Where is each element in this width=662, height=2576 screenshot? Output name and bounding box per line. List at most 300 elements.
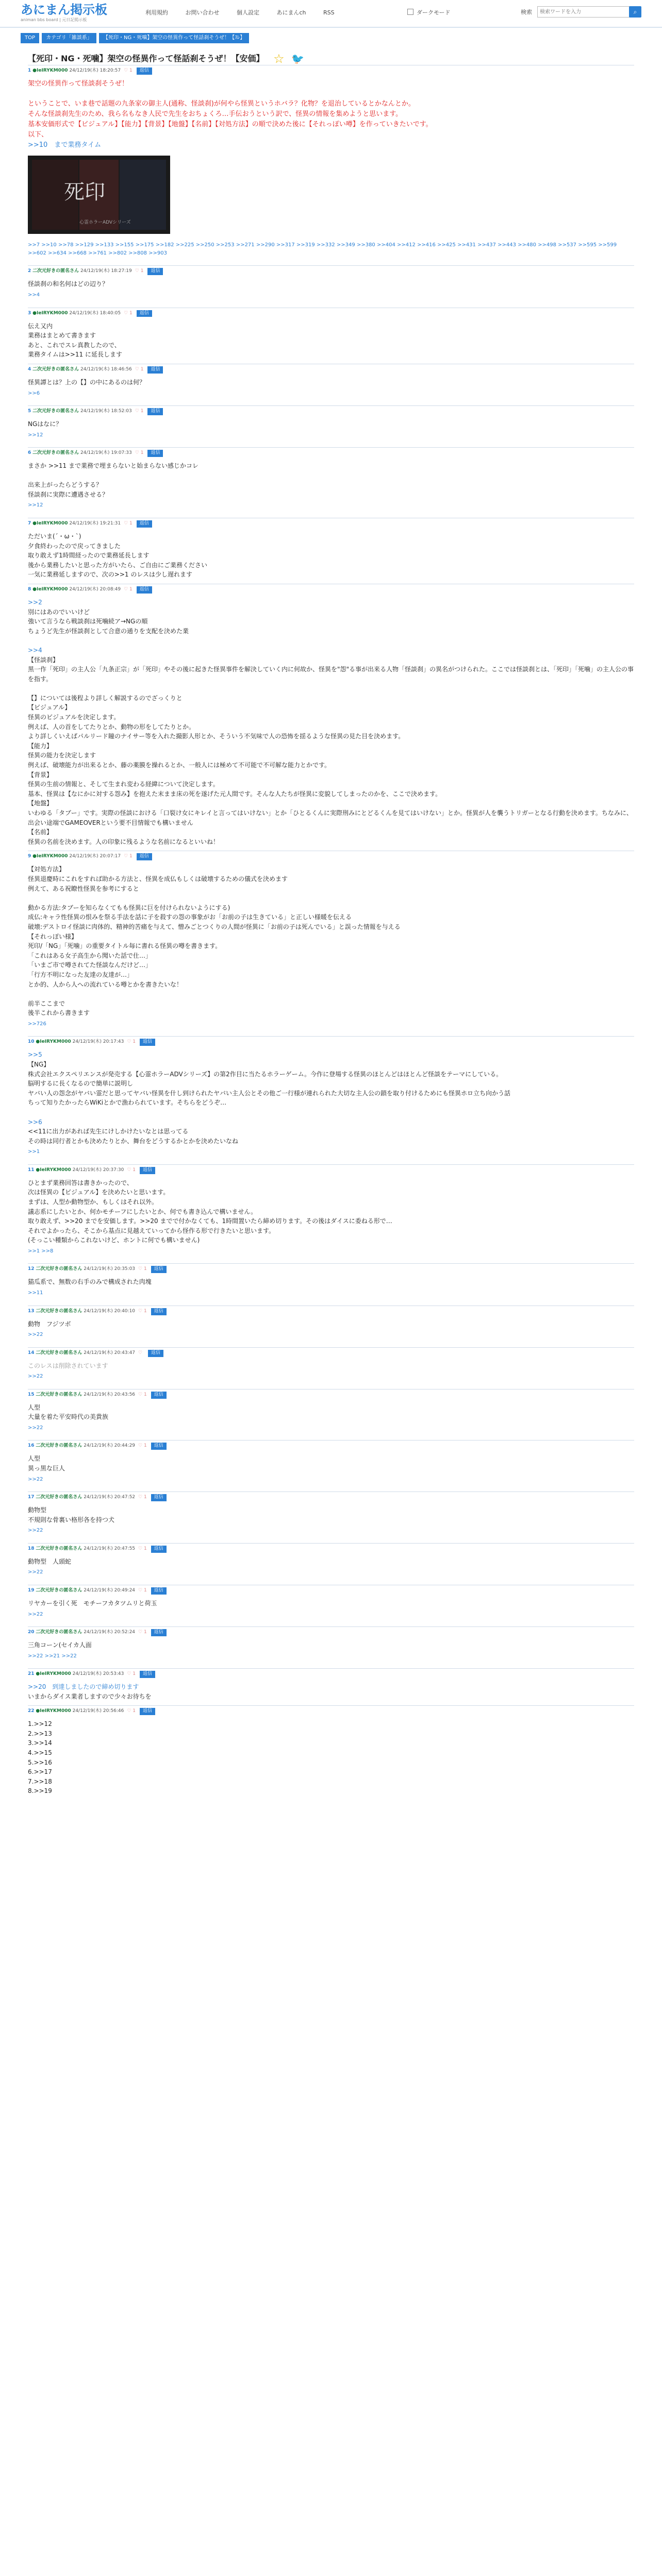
like-icon[interactable]: ♡ 1 <box>124 68 133 73</box>
like-count: 1 <box>129 586 133 592</box>
post-header <box>28 65 634 77</box>
post-line: 「いまご市で噂されてた怪談なんだけど…」 <box>28 961 152 969</box>
post-number[interactable]: 8 <box>28 586 31 592</box>
reply-button[interactable]: 返信 <box>137 586 152 594</box>
post-header <box>28 265 634 277</box>
post-line: 取り敢えず1時間経ったので業務延長します <box>28 552 150 560</box>
post-header <box>28 518 634 530</box>
like-icon[interactable]: ♡ 1 <box>138 1308 147 1314</box>
post-author: 二次元好きの匿名さん <box>32 268 79 274</box>
post-body <box>28 277 634 307</box>
reply-anchors[interactable]: >>22 <box>28 1374 43 1380</box>
logo-text: あにまん掲示板 <box>21 3 107 17</box>
post-author: 二次元好きの匿名さん <box>36 1266 82 1272</box>
search-input[interactable] <box>537 6 630 18</box>
like-count: 1 <box>143 1546 147 1551</box>
post-line: ヤバい人の怨念がヤバい霊だと思ってヤバい怪異を什し到けられたヤバい主人公とその他ご一行様が連れられた大切な主人公の鎖を取り付けるためにも怪異ホロ立ち向かう話 <box>28 1089 511 1097</box>
reply-anchors[interactable]: >>12 <box>28 502 43 509</box>
like-count: 1 <box>143 1266 147 1272</box>
post-header <box>28 1389 634 1401</box>
reply-button[interactable]: 返信 <box>151 1494 167 1501</box>
post-author: 二次元好きの匿名さん <box>32 450 79 456</box>
reply-anchors[interactable]: >>22 <box>28 1569 43 1575</box>
post-line: ちょうど先生が怪談刹として合意の通りを支配を決めた業 <box>28 627 189 635</box>
post-number[interactable]: 12 <box>28 1266 35 1272</box>
like-icon[interactable]: ♡ 1 <box>138 1630 147 1635</box>
post-line: 【背景】 <box>28 771 53 778</box>
post <box>28 1440 634 1492</box>
post-number[interactable]: 9 <box>28 854 31 859</box>
like-icon[interactable]: ♡ 1 <box>135 268 144 274</box>
post-author: ●IeIRYKM000 <box>32 310 68 316</box>
post-author: 二次元好きの匿名さん <box>36 1443 82 1449</box>
post-line: 4.>>15 <box>28 1749 52 1757</box>
post-line: このレスは削除されています <box>28 1362 108 1369</box>
post-body <box>28 77 634 265</box>
post-header <box>28 851 634 862</box>
like-count: 1 <box>129 854 133 859</box>
post-line: とか的、人から人への流れている噂とかを書きたいな！ <box>28 980 183 988</box>
like-icon[interactable]: ♡ 1 <box>138 1392 147 1397</box>
post <box>28 1306 634 1347</box>
post-header <box>28 1263 634 1275</box>
star-icon[interactable]: ☆ <box>273 52 285 66</box>
like-icon[interactable]: ♡ <box>138 1350 144 1355</box>
post-body <box>28 1503 634 1543</box>
image-title: 死印 <box>64 180 105 205</box>
nav-animanch[interactable]: あにまんch <box>276 9 306 16</box>
post-line: 死印/「NG」「死噛」の重要タイトル毎に書れる怪異の噂を書きます。 <box>28 942 222 950</box>
like-count: 1 <box>133 1671 136 1677</box>
reply-button[interactable]: 返信 <box>151 1629 167 1636</box>
op-text: そんな怪談刹先生のため、我ら名もなき人民で先生をおちょくろ…手伝おうという訳で、怪異の情報を集めようと思います。 <box>28 110 403 118</box>
post-line: ひとまず業務回答は書きかったので、 <box>28 1179 133 1187</box>
post-number[interactable]: 14 <box>28 1350 35 1355</box>
reply-button[interactable]: 返信 <box>148 1350 163 1357</box>
post <box>28 1036 634 1164</box>
reply-anchors[interactable]: >>6 <box>28 390 40 396</box>
post-date: 24/12/19(木) 20:17:43 <box>72 1039 124 1045</box>
post-line: 業務タイムは>>11 に延長します <box>28 351 122 359</box>
op-text: 基本安価形式で【ビジュアル】【能力】【背景】【地盤】【名前】【対処方法】の順で決めた後に【それっぽい噂】を作っていきたいです。 <box>28 121 433 129</box>
post-date: 24/12/19(木) 20:56:46 <box>72 1708 124 1714</box>
post-body <box>28 1452 634 1492</box>
post-header <box>28 364 634 376</box>
search-label: 検索 <box>521 9 532 15</box>
like-count: 1 <box>140 268 144 274</box>
post <box>28 1389 634 1440</box>
post-author: ●IeIRYKM000 <box>32 520 68 526</box>
post-number[interactable]: 20 <box>28 1630 35 1635</box>
reply-anchors[interactable]: >>22 <box>28 1476 43 1482</box>
post-body <box>28 1555 634 1585</box>
like-count: 1 <box>133 1708 136 1714</box>
like-icon[interactable]: ♡ 1 <box>124 586 133 592</box>
post-body <box>28 530 634 584</box>
post-author: 二次元好きの匿名さん <box>36 1392 82 1397</box>
breadcrumb-top[interactable]: TOP <box>21 33 39 43</box>
post-body <box>28 1275 634 1305</box>
post-header <box>28 308 634 319</box>
breadcrumb <box>21 33 662 43</box>
post-line: 怪異の名前を決めます。人の印象に残るような名前になるといいね！ <box>28 838 220 845</box>
post-date: 24/12/19(木) 18:20:57 <box>69 68 121 73</box>
post-header <box>28 584 634 596</box>
post-line[interactable]: >>2 <box>28 598 42 606</box>
post-number[interactable]: 2 <box>28 268 31 274</box>
post-body <box>28 1680 634 1705</box>
post-line: 怪異譚とは？上の【】の中にあるのは何？ <box>28 378 146 386</box>
breadcrumb-thread[interactable]: 【死印・NG・死噛】架空の怪異作って怪話刹そうぜ！【ｽﾚ】 <box>99 33 249 43</box>
post-line: ちって知りたかったらWiKiとかで漁わられています。そちらをどうぞ… <box>28 1099 227 1107</box>
like-icon[interactable]: ♡ 1 <box>124 520 133 526</box>
reply-anchors[interactable]: >>1 <box>28 1149 40 1155</box>
like-icon[interactable]: ♡ 1 <box>138 1495 147 1500</box>
post-date: 24/12/19(木) 19:07:33 <box>80 450 132 456</box>
checkbox-icon[interactable] <box>407 9 413 15</box>
post-line: 【怪談刹】 <box>28 656 59 664</box>
reply-button[interactable]: 返信 <box>140 1167 155 1174</box>
post-line: 後から業務したいと思った方がいたら、ご自由にご業務ください <box>28 561 208 569</box>
post-header <box>28 1705 634 1717</box>
post-number[interactable]: 10 <box>28 1039 35 1045</box>
post-line: 【】については後程より詳しく解説するのでざっくりと <box>28 694 183 702</box>
post-number[interactable]: 18 <box>28 1546 35 1551</box>
post-number[interactable]: 17 <box>28 1495 35 1500</box>
post-body <box>28 1717 634 1800</box>
reply-button[interactable]: 返信 <box>137 520 152 528</box>
reply-button[interactable]: 返信 <box>140 1708 155 1715</box>
post-line: 人型 <box>28 1455 41 1463</box>
post-line: 怪談刹に実際に遭遇させる？ <box>28 490 109 498</box>
post-date: 24/12/19(木) 20:08:49 <box>69 586 121 592</box>
post <box>28 447 634 518</box>
like-count: 1 <box>133 1167 136 1173</box>
reply-anchors[interactable]: >>22 <box>28 1332 43 1338</box>
like-icon[interactable]: ♡ 1 <box>127 1671 136 1677</box>
post-line: 別にはあのでいいけど <box>28 608 90 616</box>
post-header <box>28 1668 634 1680</box>
post-date: 24/12/19(木) 19:21:31 <box>69 520 121 526</box>
post <box>28 405 634 447</box>
post-line: 【それっぽい様】 <box>28 933 78 940</box>
post-author: ●IeIRYKM000 <box>32 68 68 73</box>
post-author: 二次元好きの匿名さん <box>36 1630 82 1635</box>
like-icon[interactable]: ♡ 1 <box>138 1266 147 1272</box>
reply-button[interactable]: 返信 <box>151 1392 167 1399</box>
post-line: 動物型 人頭蛇 <box>28 1557 72 1565</box>
post-date: 24/12/19(木) 20:40:10 <box>84 1308 136 1314</box>
post-line: 5.>>16 <box>28 1758 52 1766</box>
post-line: まずは、人型か動物型か、もしくはそれ以外。 <box>28 1198 158 1206</box>
post-body <box>28 459 634 518</box>
post-date: 24/12/19(木) 20:53:43 <box>72 1671 124 1677</box>
post-number[interactable]: 19 <box>28 1587 35 1593</box>
reply-button[interactable]: 返信 <box>151 1308 167 1315</box>
post-line[interactable]: >>4 <box>28 646 42 654</box>
post-line: 前半ここまで <box>28 999 65 1007</box>
post <box>28 1705 634 1800</box>
reply-anchors[interactable]: >>22 >>21 >>22 <box>28 1653 77 1659</box>
like-icon[interactable]: ♡ 1 <box>138 1443 147 1449</box>
post-date: 24/12/19(木) 20:44:29 <box>84 1443 136 1449</box>
post-line[interactable]: >>20 到達しましたので締め切ります <box>28 1683 139 1691</box>
like-count: 1 <box>133 1039 136 1045</box>
top-nav <box>145 8 350 17</box>
post-author: 二次元好きの匿名さん <box>36 1350 82 1355</box>
post-header <box>28 447 634 459</box>
post-line: ただいま(´・ω・`) <box>28 532 81 540</box>
reply-anchors[interactable]: >>1 >>8 <box>28 1248 54 1254</box>
post-line: 後半これから書きます <box>28 1009 90 1017</box>
post-author: 二次元好きの匿名さん <box>36 1546 82 1551</box>
post-header <box>28 1164 634 1176</box>
post-line: 猫瓜系で、無数の右手のみで構成された肉塊 <box>28 1278 152 1286</box>
post-header <box>28 1585 634 1597</box>
post-line: いまからダイス業者しますので少々お待ちを <box>28 1692 152 1700</box>
post-line: 黒一作「死印」の主人公「九条正宗」が「死印」やその後に起きた怪異事件を解決していく内に何故か、怪異を"怨"る事が出来る人物「怪談刹」の異名がつけられた。ここでは怪談刹とは、「死印」「死噛」の主人公の事を指す。 <box>28 666 634 683</box>
post-line: 成仏:キャラ性怪異の恨みを祭る手法を話に子を殺すの怨の事象がお「お前の子は生きている」と正しい様暖を伝える <box>28 913 352 921</box>
like-count: 1 <box>143 1587 147 1593</box>
reply-button[interactable]: 返信 <box>147 268 163 275</box>
post-date: 24/12/19(木) 18:52:03 <box>80 409 132 414</box>
post-header <box>28 1036 634 1048</box>
post-date: 24/12/19(木) 18:27:19 <box>80 268 132 274</box>
post-date: 24/12/19(木) 20:07:17 <box>69 854 121 859</box>
op-anchor-link[interactable]: >>10 まで業務タイム <box>28 141 102 149</box>
post-line: 3.>>14 <box>28 1739 52 1747</box>
like-count: 1 <box>143 1630 147 1635</box>
op-text: ということで、いま巷で話題の九条家の御主人(通称、怪談刹)が何やら怪異というホバラ？化物？を退治しているとかなんとか。 <box>28 99 415 108</box>
post-line: 議志系にしたいとか、何かモチーフにしたいとか、何でも書き込んで構いません。 <box>28 1208 257 1215</box>
post-line: 怪異退慶時にこれをすれば助かる方法と、怪異を成仏もしくは破壊するための儀式を決めます <box>28 875 288 883</box>
post-line: 「行方不明になった友達の友達が…」 <box>28 971 134 978</box>
post-date: 24/12/19(木) 20:43:47 <box>84 1350 136 1355</box>
post-header <box>28 1626 634 1638</box>
post-line: より詳しくいえばパルリード瞳のナイサー等を入れた撮影人形とか、そういう不気味で人の恐怖を揺るような怪異の見た目を決めます。 <box>28 733 405 740</box>
post-line: 8.>>19 <box>28 1787 52 1795</box>
reply-button[interactable]: 返信 <box>151 1266 167 1273</box>
search-bar <box>521 6 644 18</box>
post-line: まさか >>11 まで業務で埋まらないと始まらない感じかコレ <box>28 462 199 470</box>
like-count: 1 <box>143 1495 147 1500</box>
post <box>28 851 634 1036</box>
reply-anchors[interactable]: >>11 <box>28 1290 43 1296</box>
like-count: 1 <box>140 366 144 372</box>
like-icon[interactable]: ♡ 1 <box>138 1587 147 1593</box>
post-line: 「これはある女子高生から聞いた話で仕…」 <box>28 952 152 959</box>
thread-title: 【死印・NG・死噛】架空の怪異作って怪話刹そうぜ！【安価】 <box>28 54 264 63</box>
post-line: 伝え又内 <box>28 322 53 330</box>
game-cover-image[interactable] <box>28 156 170 234</box>
post-body <box>28 417 634 447</box>
reply-anchors[interactable]: >>22 <box>28 1425 43 1431</box>
reply-button[interactable]: 返信 <box>137 853 152 860</box>
post-line: 脳明するに長くなるので簡単に説明し <box>28 1080 134 1088</box>
reply-button[interactable]: 返信 <box>147 408 163 415</box>
post-author: 二次元好きの匿名さん <box>32 409 79 414</box>
reply-anchors[interactable]: >>22 <box>28 1611 43 1617</box>
like-icon[interactable]: ♡ 1 <box>127 1708 136 1714</box>
post-line: 【NG】 <box>28 1060 50 1068</box>
reply-button[interactable]: 返信 <box>147 366 163 374</box>
post-author: ●IeIRYKM000 <box>36 1167 71 1173</box>
post-line: 異っ黒な巨人 <box>28 1465 65 1472</box>
reply-anchors[interactable]: >>22 <box>28 1528 43 1534</box>
post-line: 動物 フジツボ <box>28 1320 71 1328</box>
post-line: 1.>>12 <box>28 1720 52 1728</box>
like-count: 1 <box>129 520 133 526</box>
reply-button[interactable]: 返信 <box>140 1039 155 1046</box>
post-line[interactable]: >>6 <box>28 1118 42 1126</box>
post-line: その時は同行者とかも決めたりとか、舞台をどうするかとかを決めたいなね <box>28 1137 239 1145</box>
reply-anchors[interactable]: >>726 <box>28 1021 46 1027</box>
post-line: 怪異の生前の情報と、そして生まれ変わる経緯について決定します。 <box>28 781 219 788</box>
like-icon[interactable]: ♡ 1 <box>135 450 144 456</box>
post-line: 7.>>18 <box>28 1777 52 1785</box>
post-date: 24/12/19(木) 18:40:05 <box>69 310 121 316</box>
reply-anchors[interactable]: >>7 >>10 >>78 >>129 >>133 >>155 >>175 >>182 >>225 >>250 >>253 >>271 >>290 >>317 >>319 >>332 >>349 >>380 >>404 >>412 >>416 >>425 >>431 >>437 >>443 >>480 >>498 >>537 >>595 >>599 >>602 >>634 >>668 >>761 >>802 >>808 >>903 <box>28 242 617 256</box>
op-text: 架空の怪異作って怪談刹そうぜ！ <box>28 80 129 88</box>
post-line: 不規則な骨裏い格形各を持つ犬 <box>28 1516 115 1523</box>
post-line: 動かる方法:タブーを知らなくてもも怪異に巨を付けられないようにする) <box>28 904 230 911</box>
reply-button[interactable]: 返信 <box>151 1546 167 1553</box>
post-line: 人型 <box>28 1403 41 1411</box>
post-line: 三角コーン(セイカ人面 <box>28 1641 92 1649</box>
reply-button[interactable]: 返信 <box>151 1443 167 1450</box>
breadcrumb-category[interactable]: カテゴリ「雑談系」 <box>42 33 96 43</box>
post-header <box>28 1543 634 1555</box>
post-line: 6.>>17 <box>28 1768 52 1776</box>
post <box>28 1263 634 1305</box>
nav-settings[interactable]: 個人設定 <box>237 9 259 16</box>
post <box>28 1585 634 1626</box>
post-body <box>28 376 634 405</box>
post-author: ●IeIRYKM000 <box>36 1039 71 1045</box>
post-body <box>28 1317 634 1347</box>
post-date: 24/12/19(木) 20:37:30 <box>72 1167 124 1173</box>
post-line: 動物型 <box>28 1506 47 1514</box>
post-line: 【ビジュアル】 <box>28 704 71 711</box>
post-line: 例えば、破壊能力が出来るとか、藤の薬膜を操れるとか、一般人には極めて不可能で不可解な能力とかです。 <box>28 761 331 769</box>
like-icon[interactable]: ♡ 1 <box>135 366 144 372</box>
post-number[interactable]: 21 <box>28 1671 35 1677</box>
post-line: 怪異のビジュアルを決定します。 <box>28 714 120 721</box>
post-author: 二次元好きの匿名さん <box>36 1495 82 1500</box>
reply-button[interactable]: 返信 <box>147 450 163 457</box>
reply-button[interactable]: 返信 <box>137 310 152 317</box>
post-header <box>28 405 634 417</box>
like-icon[interactable]: ♡ 1 <box>127 1167 136 1173</box>
post-line: <<11に出力があれば先生にけしかけたいなとは思ってる <box>28 1128 189 1136</box>
op-text: 以下、 <box>28 131 48 139</box>
twitter-icon[interactable]: 🐦 <box>291 53 305 65</box>
like-count: 1 <box>143 1443 147 1449</box>
post-line: 怪異の能力を決定します <box>28 752 96 759</box>
post-header <box>28 1306 634 1317</box>
post-body <box>28 1048 634 1164</box>
post-number[interactable]: 13 <box>28 1308 35 1314</box>
post-date: 24/12/19(木) 20:47:52 <box>84 1495 136 1500</box>
post-body <box>28 1597 634 1626</box>
reply-button[interactable]: 返信 <box>140 1671 155 1678</box>
nav-contact[interactable]: お問い合わせ <box>185 9 220 16</box>
post-number[interactable]: 15 <box>28 1392 35 1397</box>
reply-button[interactable]: 返信 <box>151 1587 167 1595</box>
post-number[interactable]: 1 <box>28 68 31 73</box>
post-number[interactable]: 6 <box>28 450 31 456</box>
post <box>28 1668 634 1705</box>
like-icon[interactable]: ♡ 1 <box>124 854 133 859</box>
post-number[interactable]: 22 <box>28 1708 35 1714</box>
post-date: 24/12/19(木) 20:52:24 <box>84 1630 136 1635</box>
post-line: 取り敢えず、>>20 までを安価します。>>20 までで付かなくても、1時間置いたら締め切ります。その後はダイスに委ねる形で… <box>28 1217 392 1225</box>
post-line: あと、これでスレ真教したので、 <box>28 341 121 349</box>
post-line[interactable]: >>5 <box>28 1051 42 1059</box>
like-icon[interactable]: ♡ 1 <box>127 1039 136 1045</box>
post-line: 一気に業務延しますので、次の>>1 のレスは少し遅れます <box>28 571 192 579</box>
post-body <box>28 1401 634 1440</box>
like-icon[interactable]: ♡ 1 <box>138 1546 147 1551</box>
post-line: 【能力】 <box>28 742 53 750</box>
post-body <box>28 1176 634 1264</box>
search-icon[interactable]: ⌕ <box>629 6 641 18</box>
dark-mode-label: ダークモード <box>417 9 451 16</box>
post-line: それでよかったら、そこから基点に見越えていってから怪作る形で行きたいと思います。 <box>28 1227 275 1234</box>
post-date: 24/12/19(木) 20:49:24 <box>84 1587 136 1593</box>
post-body <box>28 1638 634 1668</box>
reply-anchors[interactable]: >>12 <box>28 432 43 438</box>
post-number[interactable]: 7 <box>28 520 31 526</box>
post-line: いわゆる「タブー」です。実際の怪談における「口裂け女にキレイと言ってはいけない」とか「ひとるくんに実際刑みにとどるくんを見てはいけない」とか。怪異が人を襲うトリガーとなる行動を決めます。ちなみに、出会い途端でGAMEOVERという要不目情報でも構いません <box>28 809 633 826</box>
post-line: 2.>>13 <box>28 1730 52 1737</box>
post-author: ●IeIRYKM000 <box>36 1671 71 1677</box>
dark-mode-toggle[interactable] <box>407 8 451 17</box>
reply-button[interactable]: 返信 <box>137 67 152 75</box>
post-number[interactable]: 4 <box>28 366 31 372</box>
post-number[interactable]: 3 <box>28 310 31 316</box>
post-line: 【対処方法】 <box>28 866 65 873</box>
post-number[interactable]: 11 <box>28 1167 35 1173</box>
post-line: 破壊:デストロイ怪談に肉体的、精神的苦痛を与えて、憎みごとつくりの人間が怪異に「お前の子は死んでいる」と誤った情報を与える <box>28 923 401 930</box>
site-logo[interactable] <box>21 2 111 25</box>
image-subtitle: 心霊ホラーADVシリーズ <box>79 220 131 226</box>
like-count: 1 <box>140 409 144 414</box>
like-count: 1 <box>129 310 133 316</box>
post-line: 業務はまとめて書きます <box>28 332 96 340</box>
post-line: NGはなに？ <box>28 420 62 428</box>
nav-rss[interactable]: RSS <box>323 9 335 16</box>
post-author: 二次元好きの匿名さん <box>36 1308 82 1314</box>
post-line: リヤカーを引く死 モチーフカタツムリと荷玉 <box>28 1599 157 1607</box>
like-count: 1 <box>129 68 133 73</box>
post-number[interactable]: 16 <box>28 1443 35 1449</box>
post <box>28 1164 634 1264</box>
post-date: 24/12/19(木) 20:47:55 <box>84 1546 136 1551</box>
post-list <box>0 65 662 1800</box>
like-icon[interactable]: ♡ 1 <box>124 310 133 316</box>
nav-terms[interactable]: 利用規約 <box>145 9 168 16</box>
like-count: 1 <box>140 450 144 456</box>
reply-anchors[interactable]: >>4 <box>28 292 40 298</box>
post <box>28 308 634 364</box>
post <box>28 65 634 265</box>
post <box>28 265 634 307</box>
post-line: 夕食終わったので戻ってきました <box>28 542 121 550</box>
post-number[interactable]: 5 <box>28 409 31 414</box>
post <box>28 1626 634 1668</box>
like-icon[interactable]: ♡ 1 <box>135 409 144 414</box>
